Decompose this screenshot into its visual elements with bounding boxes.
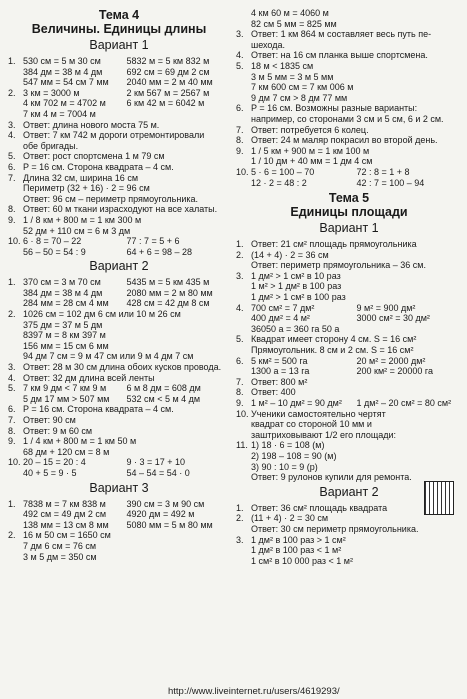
answer-line: например, со сторонами 3 см и 5 см, 6 и 2 см. [251, 113, 444, 124]
exercise-item [8, 162, 230, 173]
answer-line [23, 288, 230, 299]
answer-line: Ответ: на 16 см планка выше спортсмена. [251, 50, 428, 61]
answer-part: 1 дм² – 20 см² = 80 см² [356, 398, 452, 408]
answer-line: 1 / 8 км + 800 м = 1 км 300 м [23, 214, 142, 225]
answer-line: 2) 198 – 108 = 90 (м) [251, 450, 337, 461]
answer-part: 6 · 8 = 70 – 22 [23, 236, 82, 247]
answer-part: 20 – 15 = 20 : 4 [23, 457, 86, 468]
answer-line: Ответ: 800 м² [251, 376, 308, 387]
exercise-item [236, 167, 462, 188]
answer-line: квадрат со стороной 10 мм и [251, 419, 372, 430]
answer-line: Прямоугольник. 8 см и 2 см. S = 16 см² [251, 345, 414, 356]
answer-line [23, 236, 230, 247]
exercise-item [236, 398, 462, 409]
exercise-number: 8. [8, 204, 16, 215]
answer-part: 1 м² – 10 дм² = 90 дм² [251, 398, 342, 408]
exercise-item [8, 88, 230, 120]
answer-line [23, 88, 230, 99]
answer-line: 1 см² в 10 000 раз < 1 м² [251, 555, 353, 566]
exercise-item [8, 383, 230, 404]
exercise-number: 3. [236, 29, 244, 40]
theme-5-variant-2-heading: Вариант 2 [319, 484, 379, 499]
exercise-number: 8. [8, 425, 16, 436]
exercise-item [8, 499, 230, 531]
exercise-item [236, 513, 462, 534]
exercise-item [8, 415, 230, 426]
exercise-number: 3. [236, 270, 244, 281]
answer-line [23, 457, 230, 468]
exercise-number: 9. [236, 398, 244, 408]
answer-part: 1300 а = 13 га [251, 366, 310, 377]
exercise-item [8, 120, 230, 131]
answer-line: Ответ: 30 см периметр прямоугольника. [251, 523, 419, 534]
answer-line: 375 дм = 37 м 5 дм [23, 319, 103, 330]
answer-line: Ответ: рост спортсмена 1 м 79 см [23, 151, 165, 162]
answer-part: 390 см = 3 м 90 см [126, 498, 205, 509]
exercise-number: 7. [8, 172, 16, 183]
answer-line: 16 м 50 см = 1650 см [23, 530, 111, 541]
exercise-number: 10. [8, 457, 21, 468]
exercise-number: 9. [8, 436, 16, 447]
answer-line [23, 56, 230, 67]
answer-line: Периметр (32 + 16) · 2 = 96 см [23, 183, 150, 194]
exercise-number: 8. [236, 387, 244, 398]
answer-line [251, 178, 462, 189]
exercise-item [8, 309, 230, 362]
exercise-number: 2. [8, 87, 16, 98]
answer-line: Ответ: 7 км 742 м дороги отремонтировали [23, 130, 205, 141]
answer-line: Ответ: периметр прямоугольника – 36 см. [251, 260, 426, 271]
answer-line: 1 м² > 1 дм² в 100 раз [251, 281, 342, 292]
exercise-item [8, 151, 230, 162]
answer-line: 1 дм² > 1 см² в 100 раз [251, 292, 346, 303]
answer-line [251, 366, 462, 377]
answer-line: шехода. [251, 39, 285, 50]
exercise-item [236, 239, 462, 250]
answer-line: 1 дм² в 100 раз < 1 м² [251, 545, 342, 556]
answer-line: 3 м 5 дм = 350 см [23, 551, 97, 562]
theme-5-variant-1-list [236, 239, 462, 483]
answer-part: 5080 мм = 5 м 80 мм [126, 519, 213, 530]
answer-line: Ответ: 32 дм длина всей ленты [23, 372, 155, 383]
exercise-number: 4. [8, 130, 16, 141]
exercise-item [236, 409, 462, 441]
answer-line [251, 303, 462, 314]
answer-part: 54 – 54 = 54 · 0 [126, 467, 190, 478]
answer-line [23, 247, 230, 258]
exercise-item [8, 173, 230, 205]
answer-line: (11 + 4) · 2 = 30 см [251, 513, 329, 524]
answer-part: 7 км 9 дм < 7 км 9 м [23, 383, 107, 394]
exercise-number: 6. [236, 103, 244, 114]
exercise-item [8, 362, 230, 373]
answer-part: 530 см = 5 м 30 см [23, 56, 101, 66]
answer-line: Ученики самостоятельно чертят [251, 408, 386, 419]
answer-part: 56 – 50 = 54 : 9 [23, 246, 86, 257]
answer-line: 7 км 600 см = 7 км 006 м [251, 82, 354, 93]
answer-line [23, 468, 230, 479]
exercise-number: 1. [8, 277, 16, 288]
answer-line: 4 км 60 м = 4060 м [251, 8, 329, 18]
answer-part: 284 мм = 28 см 4 мм [23, 298, 109, 309]
answer-line [251, 167, 462, 178]
exercise-number: 10. [236, 166, 249, 177]
answer-part: 5832 м = 5 км 832 м [126, 56, 210, 66]
answer-line [251, 313, 462, 324]
answer-part: 9 м² = 900 дм² [356, 302, 416, 313]
answer-line: заштриховывают 1/2 его площади: [251, 429, 397, 440]
answer-line [23, 509, 230, 520]
answer-part: 9 · 3 = 17 + 10 [126, 457, 186, 468]
answer-part: 547 мм = 54 см 7 мм [23, 77, 109, 88]
exercise-number: 3. [8, 362, 16, 373]
exercise-item [8, 530, 230, 562]
answer-part: 5 · 6 = 100 – 70 [251, 166, 315, 177]
theme-4-variant-3-heading: Вариант 3 [89, 480, 149, 495]
exercise-item [236, 303, 462, 335]
answer-part: 138 мм = 13 см 8 мм [23, 519, 109, 530]
answer-line: 7 дм 6 см = 76 см [23, 540, 97, 551]
answer-line [23, 277, 230, 288]
theme-4-variant-1-list [8, 56, 230, 257]
exercise-item [8, 457, 230, 478]
exercise-item [8, 204, 230, 215]
answer-line [23, 394, 230, 405]
theme-4-variant-2-list [8, 277, 230, 478]
exercise-number: 3. [8, 119, 16, 130]
answer-part: 20 м² = 2000 дм² [356, 355, 426, 366]
theme-4-variant-3-list [8, 499, 230, 563]
answer-line: P = 16 см. Возможны разные варианты: [251, 103, 418, 114]
exercise-number: 7. [236, 376, 244, 387]
answer-line: 1) 18 · 6 = 108 (м) [251, 440, 325, 451]
answer-line: Ответ: 36 см² площадь квадрата [251, 502, 388, 513]
exercise-item [236, 271, 462, 303]
exercise-number: 7. [8, 415, 16, 425]
answer-line: Ответ: 28 м 30 см длина обоих кусков провода. [23, 362, 222, 373]
exercise-item [8, 277, 230, 309]
answer-line: (14 + 4) · 2 = 36 см [251, 249, 329, 260]
answer-part: 2080 мм = 2 м 80 мм [126, 287, 213, 298]
answer-part: 2 км 567 м = 2567 м [126, 87, 210, 98]
exercise-number: 9. [8, 214, 16, 225]
answer-line: 7 км 4 м = 7004 м [23, 108, 96, 119]
exercise-number: 5. [8, 151, 16, 162]
answer-line: P = 16 см. Сторона квадрата – 4 см. [23, 404, 174, 415]
exercise-number: 8. [236, 135, 244, 146]
answer-part: 4 км 702 м = 4702 м [23, 98, 106, 109]
exercise-item [236, 387, 462, 398]
answer-line: Ответ: длина нового моста 75 м. [23, 119, 160, 130]
exercise-item [236, 440, 462, 482]
answer-part: 5 дм 17 мм > 507 мм [23, 393, 110, 404]
answer-line [251, 398, 462, 409]
exercise-item [236, 250, 462, 271]
answer-line: Ответ: 96 см – периметр прямоугольника. [23, 193, 198, 204]
exercise-number: 2. [236, 249, 244, 260]
answer-line: 36050 а = 360 га 50 а [251, 323, 340, 334]
theme-5-title: Тема 5 [328, 191, 370, 206]
answer-part: 77 : 7 = 5 + 6 [126, 236, 180, 247]
exercise-number: 2. [8, 309, 16, 320]
answer-line: 3) 90 : 10 = 9 (р) [251, 461, 318, 472]
answer-part: 5 км² = 500 га [251, 355, 308, 366]
theme-4-variant-3-continued [236, 8, 462, 188]
answer-line [251, 356, 462, 367]
answer-line [23, 98, 230, 109]
exercise-item [236, 8, 462, 29]
exercise-item [236, 334, 462, 355]
exercise-item [8, 236, 230, 257]
answer-part: 700 см² = 7 дм² [251, 302, 315, 313]
exercise-item [236, 146, 462, 167]
theme-4-variant-2-heading: Вариант 2 [89, 259, 149, 274]
answer-part: 42 : 7 = 100 – 94 [356, 177, 425, 188]
theme-5-variant-1-heading: Вариант 1 [319, 221, 379, 236]
hatched-square-figure [424, 481, 454, 515]
answer-part: 3 км = 3000 м [23, 87, 80, 98]
source-url: http://www.liveinternet.ru/users/4619293/ [168, 686, 340, 697]
exercise-item [8, 130, 230, 151]
exercise-number [236, 8, 251, 29]
answer-line: 52 дм + 110 см = 6 м 3 дм [23, 225, 131, 236]
exercise-number: 4. [8, 372, 16, 383]
answer-line: Ответ: 9 рулонов купили для ремонта. [251, 472, 412, 483]
answer-part: 384 дм = 38 м 4 дм [23, 287, 103, 298]
theme-5-subtitle: Единицы площади [290, 205, 408, 220]
answer-line [23, 520, 230, 531]
exercise-number: 10. [8, 236, 21, 247]
answer-line: Ответ: потребуется 6 колец. [251, 124, 369, 135]
answer-line: Квадрат имеет сторону 4 см. S = 16 см² [251, 334, 417, 345]
exercise-number: 1. [236, 239, 244, 250]
answer-part: 5435 м = 5 км 435 м [126, 277, 210, 288]
answer-line [23, 67, 230, 78]
answer-line: P = 16 см. Сторона квадрата – 4 см. [23, 161, 174, 172]
answer-line: 94 дм 7 см = 9 м 47 см или 9 м 4 дм 7 см [23, 351, 194, 362]
answer-line: 1 дм² в 100 раз > 1 см² [251, 534, 346, 545]
answer-part: 64 + 6 = 98 – 28 [126, 246, 193, 257]
exercise-number: 2. [236, 513, 244, 524]
answer-line: Ответ: 90 см [23, 415, 76, 425]
answer-line: 3 м 5 мм = 3 м 5 мм [251, 71, 334, 82]
exercise-number: 1. [8, 498, 16, 509]
answer-line: 8397 м = 8 км 397 м [23, 330, 106, 341]
exercise-item [8, 373, 230, 384]
answer-part: 4920 дм = 492 м [126, 509, 195, 520]
exercise-number: 3. [236, 534, 244, 545]
answer-line [23, 383, 230, 394]
answer-line: 9 дм 7 см > 8 дм 77 мм [251, 92, 348, 103]
answer-line: 1 / 4 км + 800 м = 1 км 50 м [23, 436, 137, 447]
answer-part: 7838 м = 7 км 838 м [23, 498, 106, 509]
theme-4-variant-1-heading: Вариант 1 [89, 38, 149, 52]
answer-part: 400 дм² = 4 м² [251, 313, 310, 324]
answer-part: 40 + 5 = 9 · 5 [23, 467, 77, 478]
answer-line: 82 см 5 мм = 825 мм [251, 18, 337, 29]
exercise-item [236, 50, 462, 61]
left-column [8, 8, 230, 562]
answer-line [23, 77, 230, 88]
exercise-item [236, 29, 462, 50]
answer-part: 384 дм = 38 м 4 дм [23, 66, 103, 77]
answer-line: Ответ: 9 м 60 см [23, 425, 93, 436]
exercise-item [8, 215, 230, 236]
answer-part: 370 см = 3 м 70 см [23, 277, 101, 288]
exercise-number: 5. [236, 60, 244, 71]
answer-part: 200 км² = 20000 га [356, 366, 434, 377]
exercise-number: 6. [8, 161, 16, 172]
answer-part: 532 см < 5 м 4 дм [126, 393, 201, 404]
answer-line: 1 дм² > 1 см² в 10 раз [251, 270, 341, 281]
exercise-item [8, 426, 230, 437]
answer-part: 692 см = 69 дм 2 см [126, 66, 210, 77]
exercise-item [236, 377, 462, 388]
answer-line: 1 / 5 км + 900 м = 1 км 100 м [251, 145, 370, 156]
exercise-item [236, 535, 462, 567]
exercise-number: 4. [236, 302, 244, 313]
answer-part: 72 : 8 = 1 + 8 [356, 166, 410, 177]
answer-part: 2040 мм = 2 м 40 мм [126, 77, 213, 88]
exercise-number: 1. [8, 56, 16, 66]
answer-line: Ответ: 21 см² площадь прямоугольника [251, 239, 417, 250]
exercise-item [236, 135, 462, 146]
exercise-item [236, 125, 462, 136]
answer-line: 1 / 10 дм + 40 мм = 1 дм 4 см [251, 156, 373, 167]
answer-line: обе бригады. [23, 140, 79, 151]
answer-line [23, 298, 230, 309]
exercise-number: 1. [236, 502, 244, 513]
exercise-number: 6. [236, 355, 244, 366]
answer-line: Длина 32 см, ширина 16 см [23, 172, 139, 183]
theme-4-subtitle: Величины. Единицы длины [31, 22, 207, 36]
exercise-number: 7. [236, 124, 244, 135]
answer-part: 6 м 8 дм = 608 дм [126, 383, 201, 394]
answer-line: Ответ: 24 м маляр покрасил во второй день. [251, 135, 438, 146]
exercise-number: 4. [236, 50, 244, 61]
theme-4-title: Тема 4 [98, 8, 140, 22]
exercise-number: 5. [236, 334, 244, 345]
exercise-number: 11. [236, 440, 248, 451]
exercise-number: 10. [236, 408, 249, 419]
exercise-item [8, 56, 230, 88]
answer-line: Ответ: 60 м ткани израсходуют на все халаты. [23, 204, 218, 215]
exercise-number: 6. [8, 404, 16, 415]
exercise-item [236, 103, 462, 124]
exercise-number: 2. [8, 530, 16, 541]
answer-line: Ответ: 400 [251, 387, 296, 398]
exercise-item [8, 404, 230, 415]
answer-part: 428 см = 42 дм 8 см [126, 298, 210, 309]
exercise-item [236, 61, 462, 103]
answer-part: 6 км 42 м = 6042 м [126, 98, 205, 109]
answer-line: 18 м < 1835 см [251, 60, 314, 71]
answer-line: 68 дм + 120 см = 8 м [23, 446, 110, 457]
exercise-item [8, 436, 230, 457]
answer-line: 1026 см = 102 дм 6 см или 10 м 26 см [23, 309, 181, 320]
answer-part: 3000 см² = 30 дм² [356, 313, 430, 324]
answer-part: 492 см = 49 дм 2 см [23, 509, 107, 520]
answer-line [23, 499, 230, 510]
answer-line: Ответ: 1 км 864 м составляет весь путь пе- [251, 29, 432, 40]
exercise-number: 5. [8, 383, 16, 394]
answer-part: 12 · 2 = 48 : 2 [251, 177, 307, 188]
exercise-number: 9. [236, 145, 244, 156]
answer-line: 156 мм = 15 см 6 мм [23, 340, 109, 351]
exercise-item [236, 356, 462, 377]
